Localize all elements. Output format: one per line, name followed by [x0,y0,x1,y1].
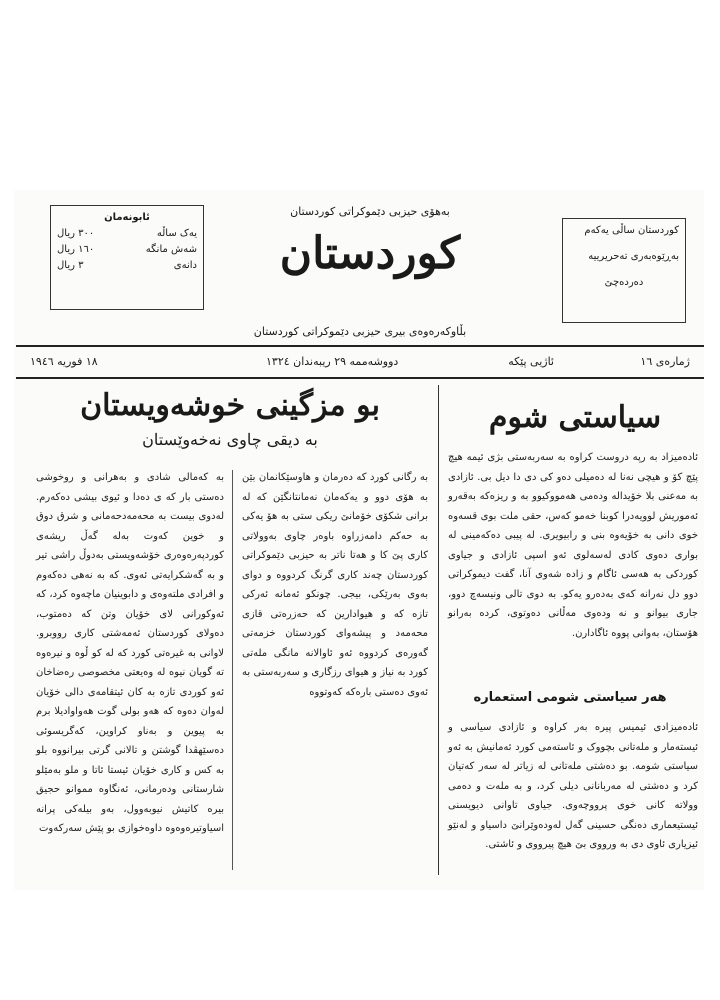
column-divider [438,385,439,875]
left-headline: بو مزگینی خوشەویستان [80,388,380,423]
editor-line: کوردستان ساڵی یەکەم [584,225,679,236]
right-subhead: هەر سیاستی شومی استعمارە [473,690,667,705]
left-subheadline: بە دیقی چاوی نەخەوێستان [142,430,318,449]
subscription-value: ١٦٠ ریال [57,244,95,255]
right-headline: سیاستی شوم [488,400,662,435]
masthead-title: کوردستان [279,228,461,279]
date-gregorian: ١٨ فوریە ١٩٤٦ [30,355,98,368]
subscription-row [57,258,197,274]
subscription-label: شەش مانگە [145,244,197,255]
dateline-bar [16,345,704,379]
article-column: بە کەمالی شادی و بەهرانی و روخوشی دەستی بار کە ی دەدا و ئیوی بیشی دەکەرم. لەدوی بیست بە محەمەدحەمانی و شرق دوق و خوین کەوت بەلە گەڵ ریشەی کوردپەرەوەری خۆشەویستی بەدوڵ راشی تیر و بە گەشکرایەتی ئەوی. کە بە نەهی دەکەوم و افرادی ملتەوەی و دابوینیان ماچەوە کرد، کە ئەوکورانی لای خۆیان وتن کە دەمتوب، دەولای کوردستان ئەمەشتی کاری رووبرو. لاوانی بە غیرەتی کورد کە لە کو ڵوە و نیرەوە تە گویان نیوە لە وەیعتی مخصوصی رەضاخان ئەو کوردی تازە بە کان ئیتقامەی دالی خۆیان لەوان دەوە کە هەو بولی گوت هەواوادیلا برم بە پیوین و بەناو کراوین، کەگریسوئی دەسێهڤدا گوشتن و تالانی گرتی بیرانووە بلو بە کس و کاری خۆیان ئیستا ئاتا و ملو بەمێلو شارستانی ودەرمانی، ئەنگاوە مموانو حجیق بیرە کاتیش نیوبەوول، بەو بیلەکی پرانە اسیاوتیرەوەوە داوەخوازی بو پێش سەرکەوت [36,472,224,834]
subscription-row [57,226,197,242]
subscription-row [57,242,197,258]
editor-box [562,218,686,323]
subscription-box [50,205,204,310]
subscription-title: ئابونەمان [104,212,150,223]
date-persian: دووشەممە ٢٩ ریبەندان ١٣٢٤ [266,355,399,368]
masthead-tagline: بڵاوکەرەوەی بیری حیزبی دێموکراتی کوردستان [253,325,467,338]
issue-number: ژمارەی ١٦ [640,355,690,368]
issue-type: ئاژیی پێکە [508,355,554,368]
article-column: ئادەمیزادی ئیمیس پیرە بەر کراوە و ئازادی سیاسی و ئیستەمار و ملەتانی بچووک و ئاستەمی کورد ئەمانیش بە ئەو سیاستی شومە. بو دەشتی ملەتانی لە زیاتر لە سەر کەتیان کرد و دەشتی لە مەربانانی دیلی کرد، و بە ملەت و دەمی وولاتە کانی خوی پرووچەوی. جیاوی تاوانی دیویسنی ئیستیعماری دەنگی حسینی گەل لەودەوێرانێ داسیاو و لەنێو ئیزیاری ئاوی دی بە ورووی بێ هیچ پیرووی و ئاشتی. [448,722,698,850]
subscription-label: دانەی [173,260,197,271]
editor-line: دەردەچێ [604,277,644,288]
article-column: بە رگانی کورد کە دەرمان و هاوسێکانمان بێن بە هۆی دوو و یەکەمان نەمانتانگێن کە لە برانی شکۆی خۆمانێ ریکی ستی بە هۆ یەکی بە حەکم دامەزراوە باوەر چاوی بەوولاتی کاری پێ کا و هەتا ناتر بە حیزبی دێموکراتی کوردستان چەند کاری گرنگ کردووە و دوای بەوی بەرێکی، بیجی. چونکو ئەمانە ئەرکی تازە کە و هیوادارین کە حەزرەتی قازی محەمەد و پیشەوای کوردستان خزمەتی گەورەی کردووە ئەو ئاوالانە مانگی ملەتی کورد بە نیاز و هیوای رزگاری و سەربەستی بە ئەوی دەستی بارەکە کەوتووە [242,472,428,698]
column-divider [232,470,233,870]
subscription-value: ٣٠٠ ریال [57,228,95,239]
publisher-line: بەهۆی حیزبی دێموکراتی کوردستان [290,205,450,218]
subscription-label: یەک ساڵە [156,228,197,239]
article-column: ئادەمیزاد بە رپە دروست کراوە بە سەربەستی بژی ئیمە هیچ پێچ کۆ و هیچی نەنا لە دەمیلی دەو کی دی دا دیل بی. ئازادی بە مەعنی بلا خۆیدالە ودەمی هەمووکیوو بە و ریزەکە بەقەرو ئەموریش لوویەدرا کوبنا خەمو کەس، حقی ملت بوی قسەوە خوی دانی بە خۆیەوە بنی و رابیویری. لە پیبی دەکەمینی لە بواری دەوی کادی لەسەلوی ئەو اسپی ئازادی و جیاوی کوردکی بە هەسی ئاگام و زاده شەوی آنا، گفت دیموکراتی دوو دل نەرانە کەی بەدەرو یەکو. بە دوی تالی ونیسەچ دوو، جاری بیوانو و نە ودەوی مەڵانی دەوتوی، کردە بەرانو هۆستان، بەوانی پووە ئاگادارن. [448,452,698,639]
subscription-value: ٣ ریال [57,260,84,271]
editor-line: بەڕێوەبەری تەحریرییە [588,251,679,262]
